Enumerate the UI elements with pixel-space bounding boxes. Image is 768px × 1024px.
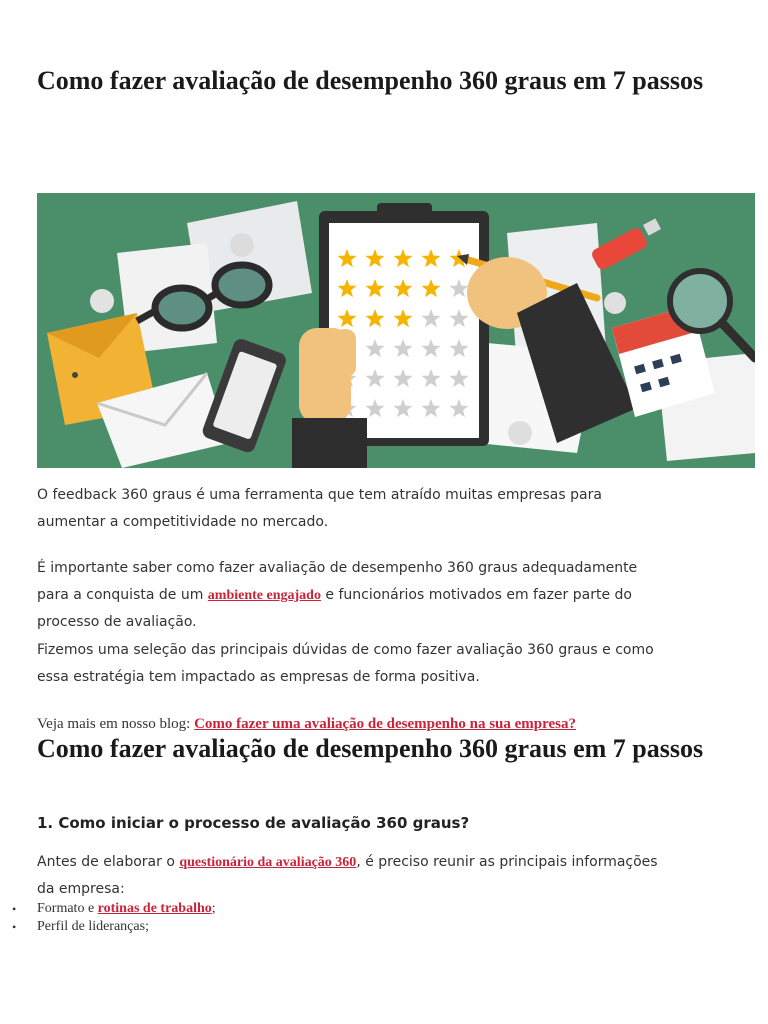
ambiente-engajado-link[interactable]: ambiente engajado <box>207 588 321 603</box>
list-item: • Formato e rotinas de trabalho; <box>0 900 216 918</box>
selection-paragraph: Fizemos uma seleção das principais dúvidas de como fazer avaliação 360 graus e como essa estratégia tem impactado as empresas de forma positiva. <box>37 642 654 685</box>
importance-paragraph: É importante saber como fazer avaliação de desempenho 360 graus adequadamente para a conquista de um ambiente engajado e funcionários motivados em fazer parte do processo de avaliação. <box>37 560 638 630</box>
questionario-link[interactable]: questionário da avaliação 360 <box>179 855 357 870</box>
intro-paragraph: O feedback 360 graus é uma ferramenta que tem atraído muitas empresas para aumentar a competitividade no mercado. <box>37 487 602 530</box>
blog-reference: Veja mais em nosso blog: Como fazer uma avaliação de desempenho na sua empresa? <box>37 716 577 732</box>
rotinas-de-trabalho-link[interactable]: rotinas de trabalho <box>97 901 212 916</box>
blog-article-link[interactable]: Como fazer uma avaliação de desempenho na sua empresa? <box>194 716 577 732</box>
step-1-heading: 1. Como iniciar o processo de avaliação 360 graus? <box>37 814 470 832</box>
article-title: Como fazer avaliação de desempenho 360 graus em 7 passos <box>37 66 704 95</box>
info-list <box>0 900 216 936</box>
hero-illustration <box>37 193 755 468</box>
list-item: • Perfil de lideranças; <box>0 918 216 936</box>
section-title: Como fazer avaliação de desempenho 360 graus em 7 passos <box>37 734 704 763</box>
step-1-paragraph: Antes de elaborar o questionário da avaliação 360, é preciso reunir as principais informações da empresa: <box>37 854 658 897</box>
